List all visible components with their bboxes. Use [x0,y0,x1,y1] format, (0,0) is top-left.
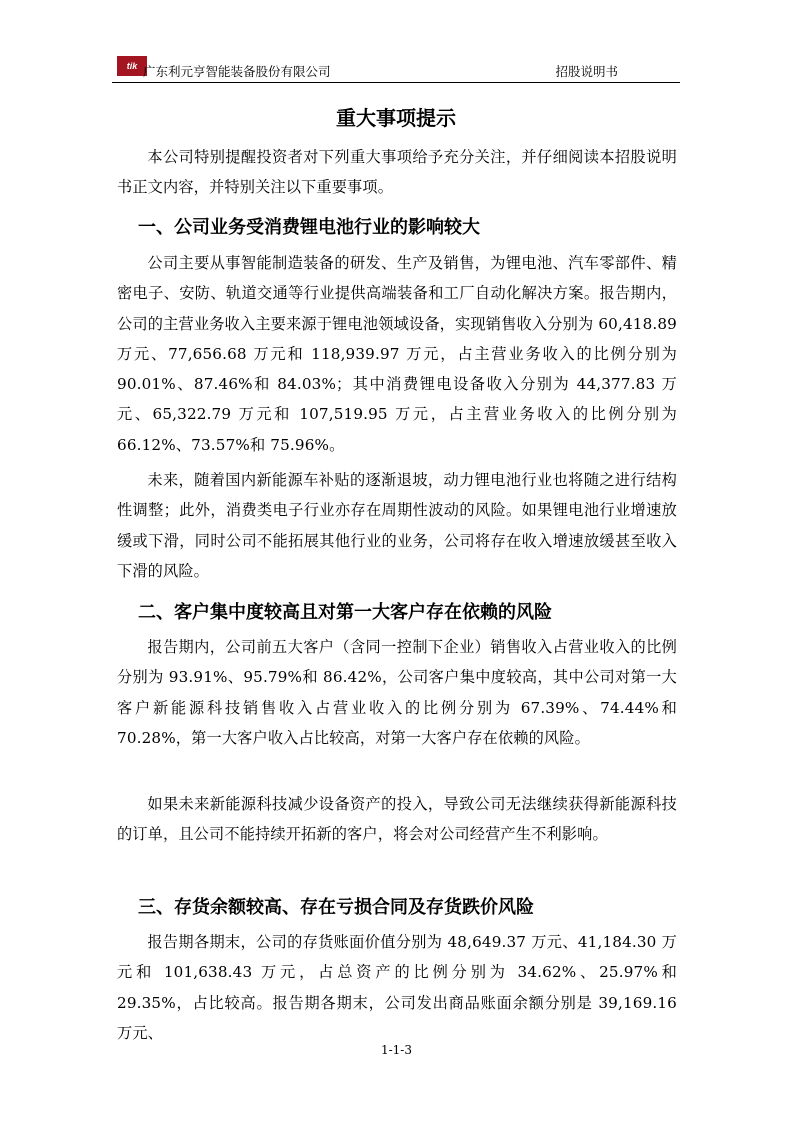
section-2-paragraph-2: 如果未来新能源科技减少设备资产的投入，导致公司无法继续获得新能源科技的订单，且公司不能持续开拓新的客户，将会对公司经营产生不利影响。 [117,795,677,844]
section-3-heading: 三、存货余额较高、存在亏损合同及存货跌价风险 [138,897,534,918]
section-1-paragraph-1: 公司主要从事智能制造装备的研发、生产及销售，为锂电池、汽车零部件、精密电子、安防、轨道交通等行业提供高端装备和工厂自动化解决方案。报告期内，公司的主营业务收入主要来源于锂电池领域设备，实现销售收入分别为 60,418.89 万元、77,656.68 万元和 118,939.97 万元，占主营业务收入的比例分别为 90.01%、87.46%和 84.03%；其中消费锂电设备收入分别为 44,377.83 万元、65,322.79 万元和 107,519.95 万元，占主营业务收入的比例分别为 66.12%、73.57%和 75.96%。 [117,254,677,454]
section-2-paragraph-1: 报告期内，公司前五大客户（含同一控制下企业）销售收入占营业收入的比例分别为 93.91%、95.79%和 86.42%，公司客户集中度较高，其中公司对第一大客户新能源科技销售收入占营业收入的比例分别为 67.39%、74.44%和 70.28%，第一大客户收入占比较高，对第一大客户存在依赖的风险。 [117,638,677,747]
company-name: 广东利元亨智能装备股份有限公司 [143,64,331,79]
section-2-heading: 二、客户集中度较高且对第一大客户存在依赖的风险 [138,602,552,623]
intro-paragraph: 本公司特别提醒投资者对下列重大事项给予充分关注，并仔细阅读本招股说明书正文内容，并特别关注以下重要事项。 [117,148,677,197]
page-header [112,52,680,83]
page-title: 重大事项提示 [336,106,456,130]
company-logo: tik [117,56,147,76]
page-number: 1-1-3 [380,1043,412,1057]
section-1-heading: 一、公司业务受消费锂电池行业的影响较大 [138,217,480,238]
section-1-paragraph-2: 未来，随着国内新能源车补贴的逐渐退坡，动力锂电池行业也将随之进行结构性调整；此外，消费类电子行业亦存在周期性波动的风险。如果锂电池行业增速放缓或下滑，同时公司不能拓展其他行业的业务，公司将存在收入增速放缓甚至收入下滑的风险。 [117,471,677,580]
document-type: 招股说明书 [555,64,618,79]
section-3-paragraph-1: 报告期各期末，公司的存货账面价值分别为 48,649.37 万元、41,184.30 万元和 101,638.43 万元，占总资产的比例分别为 34.62%、25.97%和 29.35%，占比较高。报告期各期末，公司发出商品账面余额分别是 39,169.16 万元、 [117,933,677,1042]
